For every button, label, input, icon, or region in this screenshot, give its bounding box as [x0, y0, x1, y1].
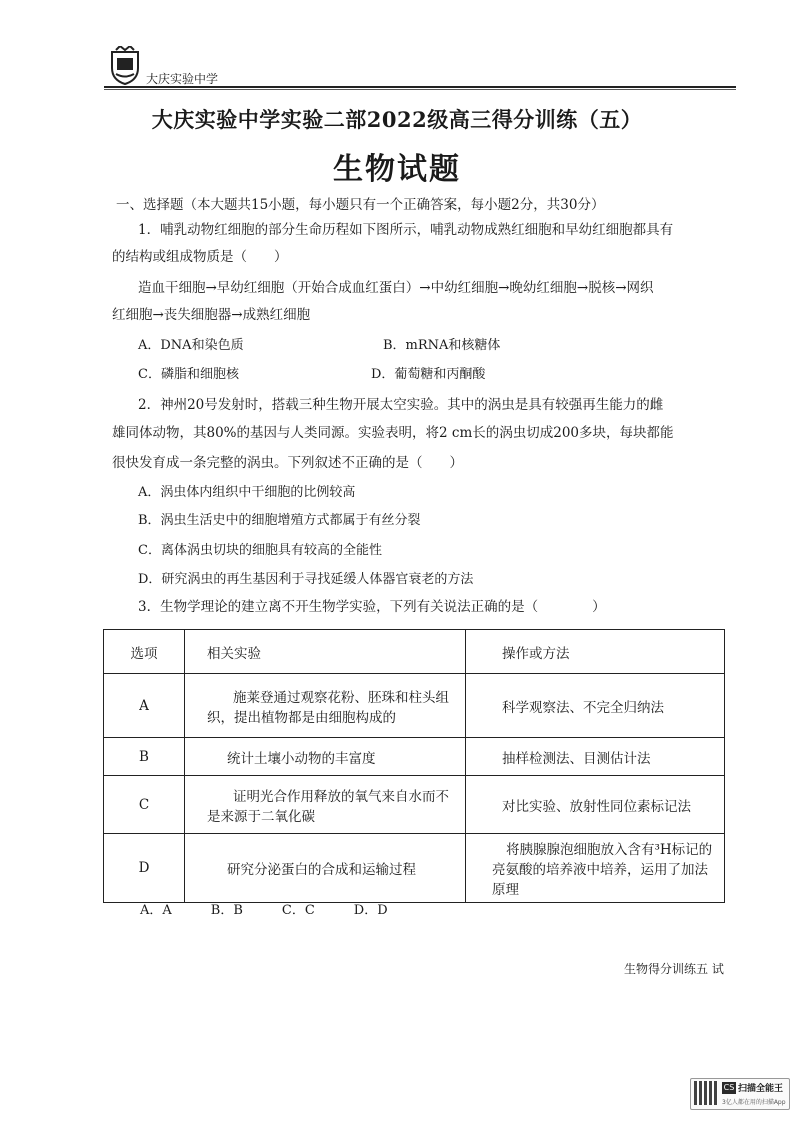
- header-rule: [104, 86, 736, 88]
- section-heading: 一、选择题（本大题共15小题，每小题只有一个正确答案，每小题2分，共30分）: [116, 197, 605, 213]
- q2-option-d[interactable]: D．研究涡虫的再生基因利于寻找延缓人体器官衰老的方法: [138, 572, 474, 587]
- q2-stem-line1: 2．神州20号发射时，搭载三种生物开展太空实验。其中的涡虫是具有较强再生能力的雌: [138, 397, 664, 413]
- q2-option-a[interactable]: A．涡虫体内组织中干细胞的比例较高: [138, 485, 356, 500]
- q1-option-a[interactable]: A．DNA和染色质: [138, 338, 244, 353]
- row-option: C: [104, 776, 185, 834]
- q3-experiment-table: [103, 629, 725, 903]
- q1-flow-line2: 红细胞→丧失细胞器→成熟红细胞: [112, 307, 311, 323]
- row-method: 对比实验、放射性同位素标记法: [466, 776, 725, 834]
- scanner-logo-icon: CS: [723, 1083, 735, 1092]
- table-row: [104, 834, 725, 903]
- q1-stem-line1: 1．哺乳动物红细胞的部分生命历程如下图所示，哺乳动物成熟红细胞和早幼红细胞都具有: [138, 222, 674, 238]
- q1-flow-line1: 造血干细胞→早幼红细胞（开始合成血红蛋白）→中幼红细胞→晚幼红细胞→脱核→网织: [138, 280, 654, 296]
- scanner-app-name: 扫描全能王: [738, 1084, 784, 1094]
- header-rule-thin: [104, 89, 736, 90]
- row-option: D: [104, 834, 185, 903]
- qr-code-icon: [694, 1081, 718, 1105]
- q3-answer-options[interactable]: A．A B．B C．C D．D: [140, 903, 388, 918]
- q1-stem-line2: 的结构或组成物质是（ ）: [112, 249, 288, 265]
- row-method: 抽样检测法、目测估计法: [466, 738, 725, 776]
- school-crest-icon: [108, 46, 142, 86]
- q2-option-b[interactable]: B．涡虫生活史中的细胞增殖方式都属于有丝分裂: [138, 513, 421, 528]
- row-experiment: 施莱登通过观察花粉、胚珠和柱头组织，提出植物都是由细胞构成的: [185, 674, 466, 738]
- table-row: [104, 776, 725, 834]
- row-experiment: 统计土壤小动物的丰富度: [185, 738, 466, 776]
- q3-stem: 3．生物学理论的建立离不开生物学实验，下列有关说法正确的是（ ）: [138, 599, 606, 615]
- table-row: [104, 674, 725, 738]
- row-method: 科学观察法、不完全归纳法: [466, 674, 725, 738]
- row-option: B: [104, 738, 185, 776]
- row-experiment: 证明光合作用释放的氧气来自水而不是来源于二氧化碳: [185, 776, 466, 834]
- q2-stem-line3: 很快发育成一条完整的涡虫。下列叙述不正确的是（ ）: [112, 455, 463, 471]
- row-experiment: 研究分泌蛋白的合成和运输过程: [185, 834, 466, 903]
- header-experiment: 相关实验: [185, 630, 466, 674]
- table-header-row: [104, 630, 725, 674]
- q1-option-c[interactable]: C．磷脂和细胞核: [138, 367, 239, 382]
- school-name: 大庆实验中学: [146, 72, 219, 86]
- table-row: [104, 738, 725, 776]
- header-option: 选项: [104, 630, 185, 674]
- row-option: A: [104, 674, 185, 738]
- subject-title: 生物试题: [333, 152, 461, 187]
- exam-title: 大庆实验中学实验二部2022级高三得分训练（五）: [151, 107, 643, 132]
- q1-option-b[interactable]: B．mRNA和核糖体: [383, 338, 501, 353]
- page-footer: 生物得分训练五 试: [624, 962, 724, 976]
- header-method: 操作或方法: [466, 630, 725, 674]
- q1-option-d[interactable]: D．葡萄糖和丙酮酸: [371, 367, 486, 382]
- q2-stem-line2: 雄同体动物，其80%的基因与人类同源。实验表明，将2 cm长的涡虫切成200多块，每块都能: [112, 425, 674, 441]
- scanner-tagline: 3亿人都在用的扫描App: [722, 1099, 786, 1106]
- q2-option-c[interactable]: C．离体涡虫切块的细胞具有较高的全能性: [138, 543, 382, 558]
- row-method: 将胰腺腺泡细胞放入含有³H标记的亮氨酸的培养液中培养，运用了加法原理: [466, 834, 725, 903]
